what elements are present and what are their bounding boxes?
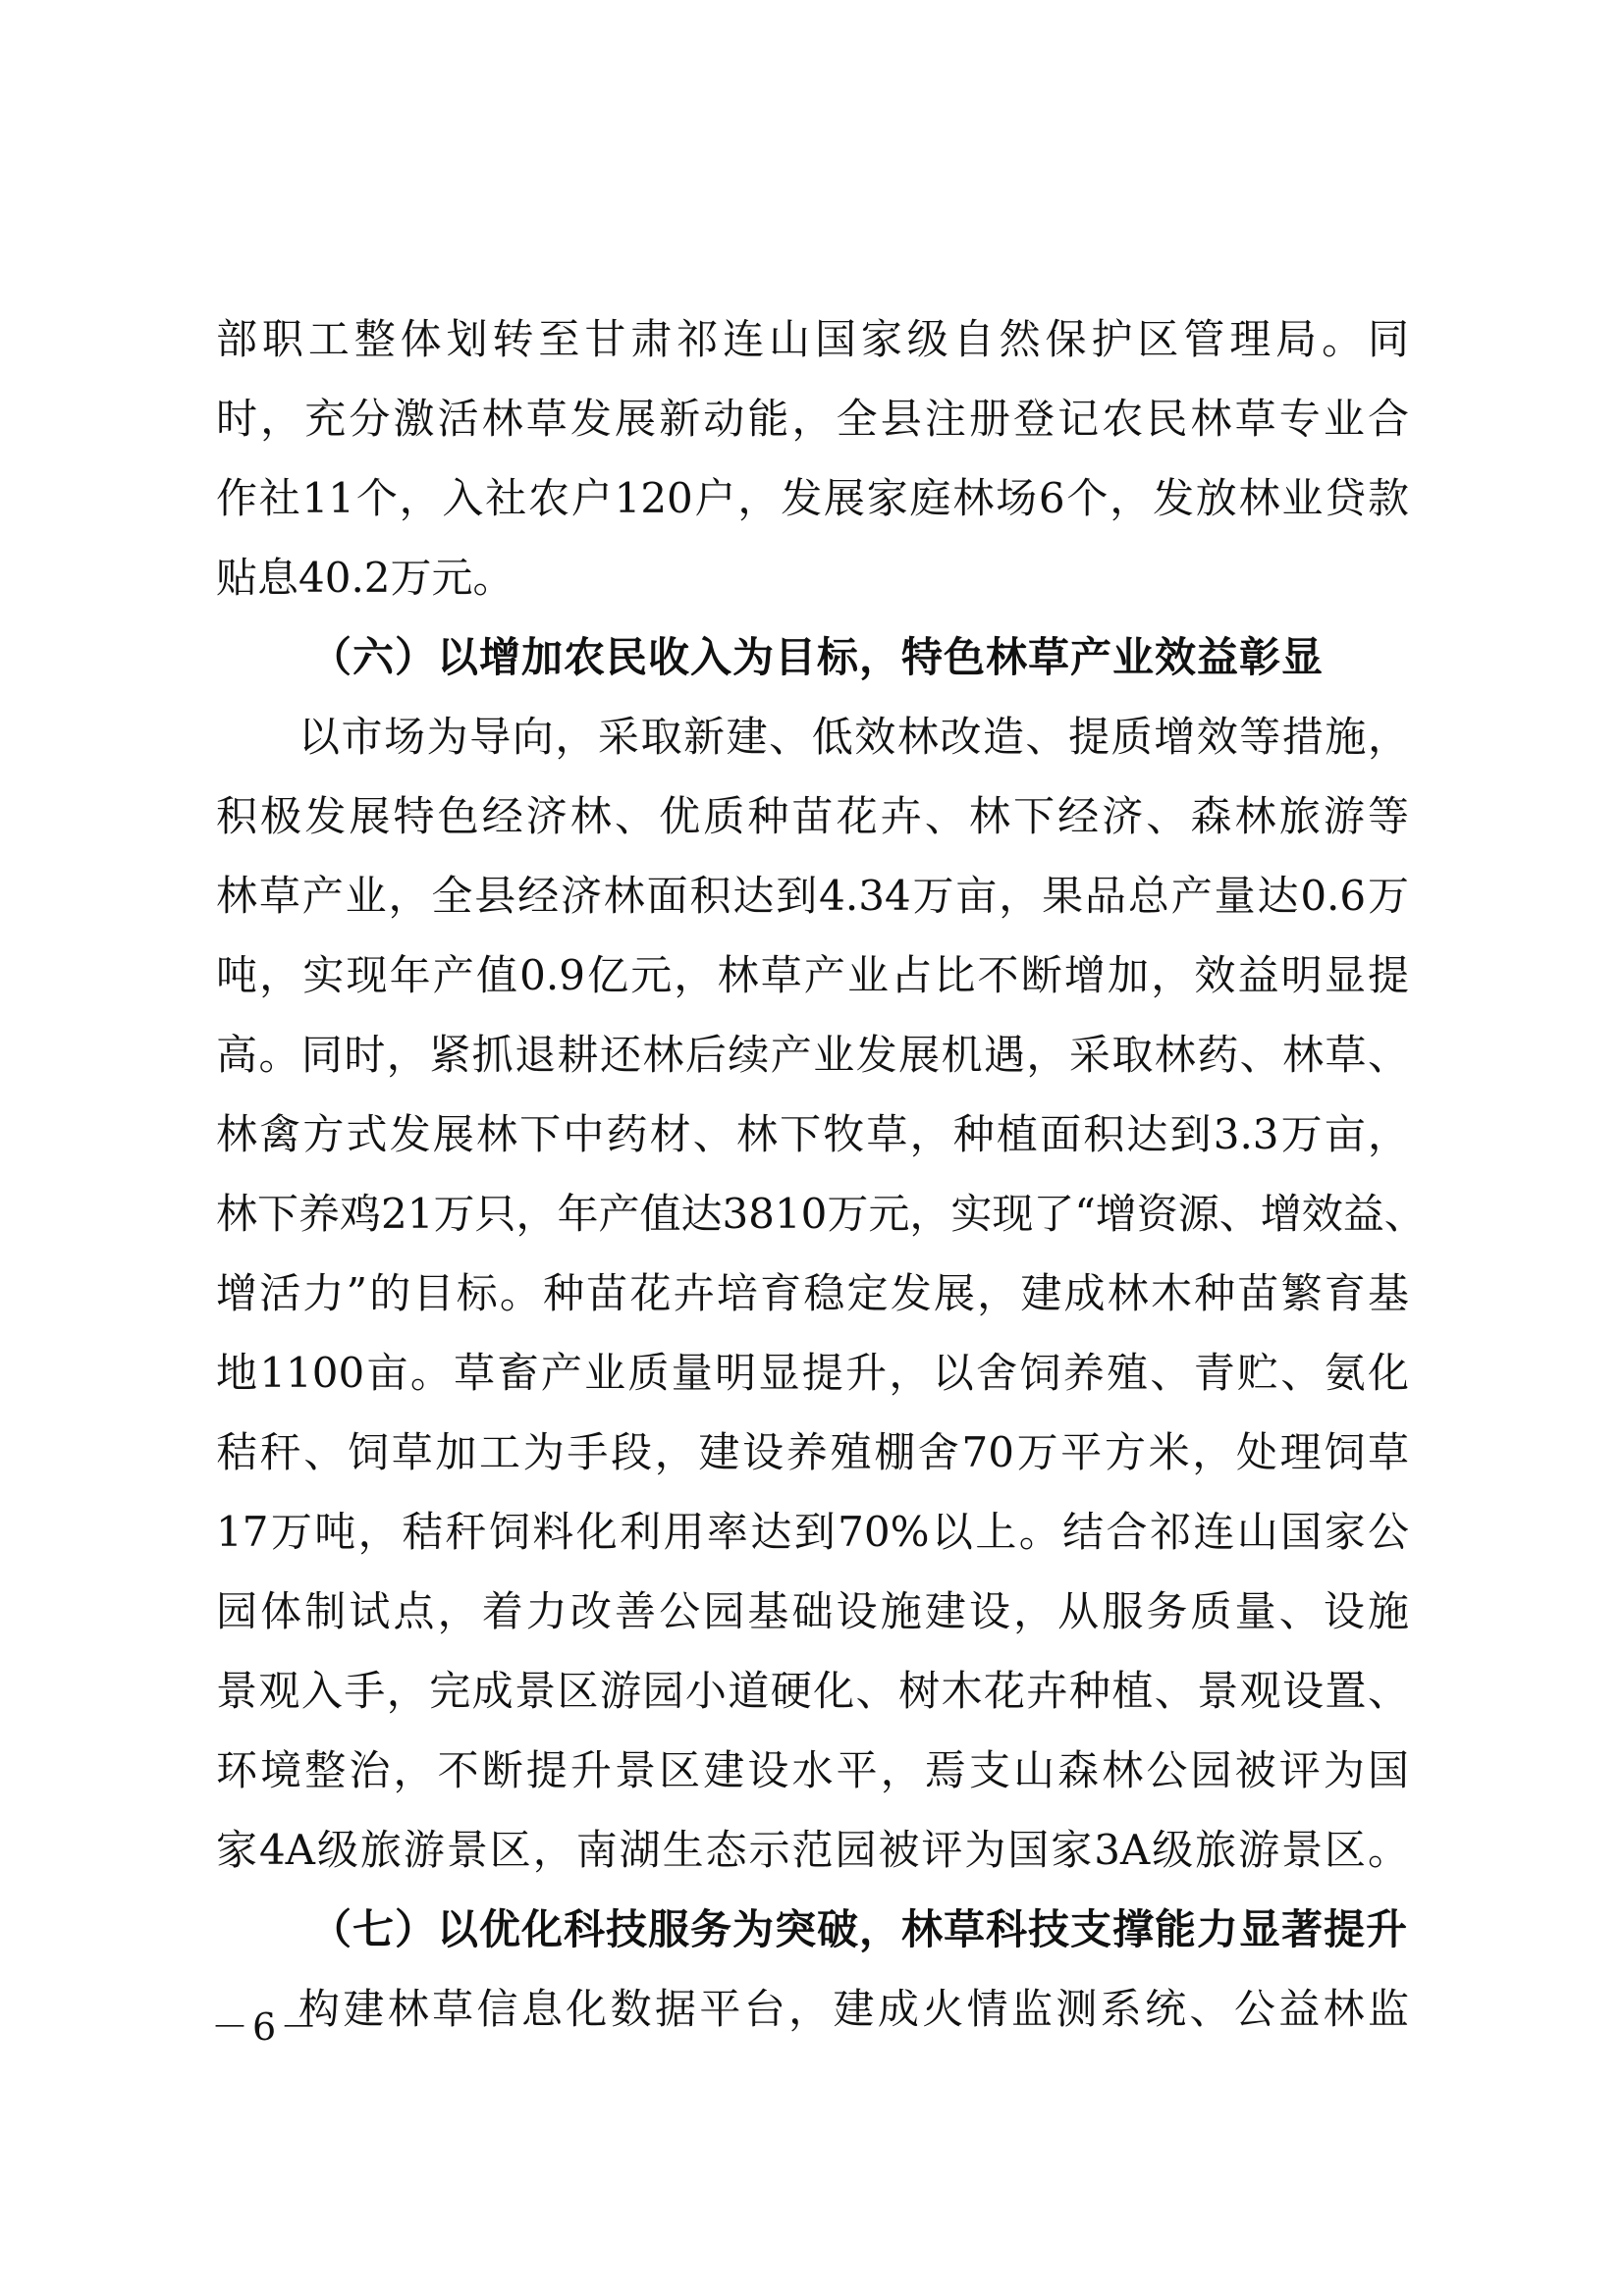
paragraph-line-10: 林禽方式发展林下中药材、林下牧草，种植面积达到3.3万亩， bbox=[216, 1110, 1409, 1158]
paragraph-line-12: 增活力”的目标。种苗花卉培育稳定发展，建成林木种苗繁育基 bbox=[216, 1269, 1409, 1317]
paragraph-line-4: 贴息40.2万元。 bbox=[216, 554, 514, 602]
paragraph-line-6: 积极发展特色经济林、优质种苗花卉、林下经济、森林旅游等 bbox=[216, 792, 1409, 840]
paragraph-line-17: 景观入手，完成景区游园小道硬化、树木花卉种植、景观设置、 bbox=[216, 1667, 1409, 1715]
paragraph-line-9: 高。同时，紧抓退耕还林后续产业发展机遇，采取林药、林草、 bbox=[216, 1031, 1409, 1079]
page-number: －6－ bbox=[211, 2005, 322, 2049]
paragraph-line-18: 环境整治，不断提升景区建设水平，焉支山森林公园被评为国 bbox=[216, 1746, 1409, 1794]
section-heading-7: （七）以优化科技服务为突破，林草科技支撑能力显著提升 bbox=[310, 1905, 1409, 1953]
paragraph-line-7: 林草产业，全县经济林面积达到4.34万亩，果品总产量达0.6万 bbox=[216, 872, 1409, 920]
paragraph-line-5: 以市场为导向，采取新建、低效林改造、提质增效等措施， bbox=[298, 713, 1409, 761]
paragraph-line-13: 地1100亩。草畜产业质量明显提升，以舍饲养殖、青贮、氨化 bbox=[216, 1349, 1409, 1397]
paragraph-line-3: 作社11个，入社农户120户，发展家庭林场6个，发放林业贷款 bbox=[216, 474, 1409, 522]
body-text bbox=[216, 299, 1426, 2049]
paragraph-line-20: 构建林草信息化数据平台，建成火情监测系统、公益林监 bbox=[298, 1985, 1409, 2033]
paragraph-line-14: 秸秆、饲草加工为手段，建设养殖棚舍70万平方米，处理饲草 bbox=[216, 1428, 1409, 1476]
section-heading-6: （六）以增加农民收入为目标，特色林草产业效益彰显 bbox=[310, 633, 1325, 681]
paragraph-line-8: 吨，实现年产值0.9亿元，林草产业占比不断增加，效益明显提 bbox=[216, 951, 1409, 999]
paragraph-line-16: 园体制试点，着力改善公园基础设施建设，从服务质量、设施 bbox=[216, 1587, 1409, 1635]
paragraph-line-1: 部职工整体划转至甘肃祁连山国家级自然保护区管理局。同 bbox=[216, 315, 1409, 363]
paragraph-line-2: 时，充分激活林草发展新动能，全县注册登记农民林草专业合 bbox=[216, 395, 1409, 443]
paragraph-line-15: 17万吨，秸秆饲料化利用率达到70%以上。结合祁连山国家公 bbox=[216, 1508, 1409, 1556]
paragraph-line-11: 林下养鸡21万只，年产值达3810万元，实现了“增资源、增效益、 bbox=[216, 1190, 1426, 1238]
paragraph-line-19: 家4A级旅游景区，南湖生态示范园被评为国家3A级旅游景区。 bbox=[216, 1826, 1409, 1874]
